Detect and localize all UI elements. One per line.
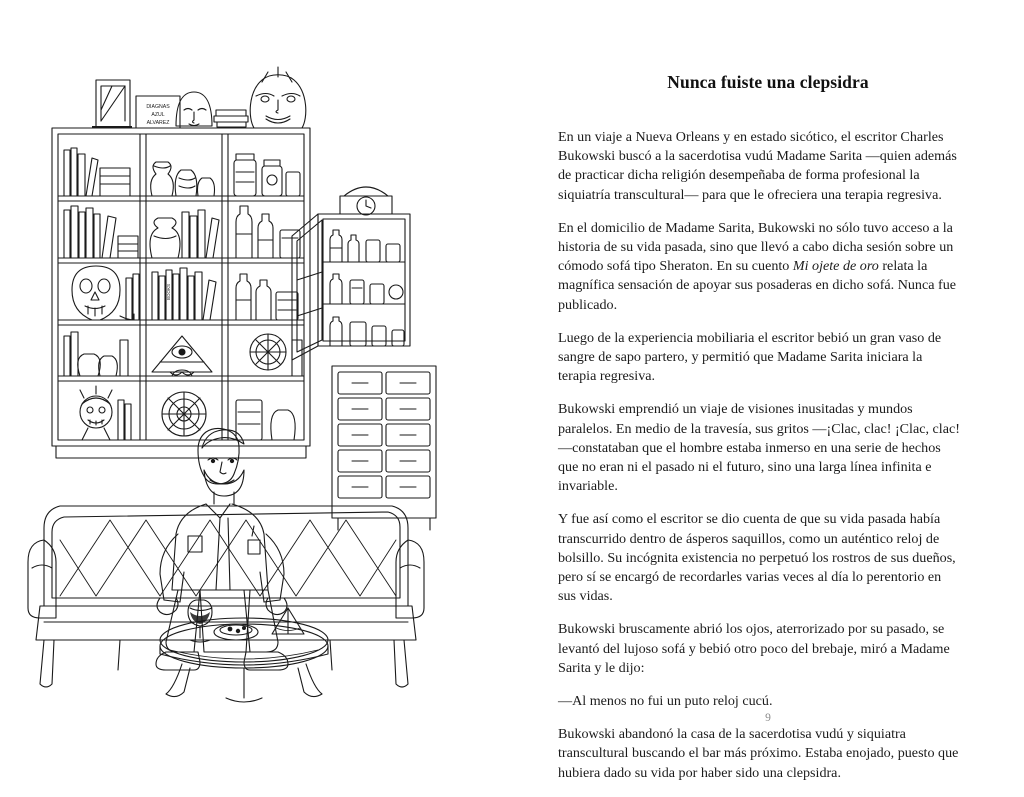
paragraph-7	[558, 692, 962, 711]
text-run: relata la magnífica sensación de apoyar sus posaderas en dicho sofá. Nunca fue publicado.	[558, 258, 957, 313]
text-run: Bukowski emprendió un viaje de visiones inusitadas y mundos paralelos. En medio de la travesía, sus gritos —¡Clac, clac! ¡Clac, clac! —constataban que el hombre estaba inmerso en una serie de hechos que no eran ni el pasado ni el futuro, sino una larga línea infinita e invariable.	[558, 401, 960, 495]
page-number: 9	[765, 712, 771, 724]
story-title-italic: Mi ojete de oro	[792, 258, 879, 275]
paragraph-6	[558, 620, 962, 678]
text-run: Bukowski bruscamente abrió los ojos, aterrorizado por su pasado, se levantó del lujoso sofá y bebió otro poco del brebaje, miró a Madame Sarita y le dijo:	[558, 621, 950, 676]
text-run: En un viaje a Nueva Orleans y en estado sicótico, el escritor Charles Bukowski buscó a la sacerdotisa vudú Madame Sarita —quien además de practicar dicha religión desempeñaba de forma profesional la siquiatría transcultural— para que le ofreciera una terapia regresiva.	[558, 129, 957, 203]
svg-text:ALVAREZ: ALVAREZ	[146, 120, 170, 126]
paragraph-1	[558, 128, 962, 205]
paragraph-2	[558, 219, 962, 315]
text-run: —Al menos no fui un puto reloj cucú.	[558, 693, 773, 710]
svg-text:DIAGNAS: DIAGNAS	[146, 104, 170, 110]
text-run: En el domicilio de Madame Sarita, Bukowski no sólo tuvo acceso a la historia de su vida pasada, sino que llevó a cabo dicha sesión sobre un cómodo sofá tipo Sheraton. En su cuento	[558, 219, 954, 275]
paragraph-4	[558, 400, 962, 496]
paragraph-5	[558, 510, 962, 606]
story-body	[558, 128, 962, 797]
left-page	[0, 0, 512, 768]
paragraph-3	[558, 329, 962, 387]
right-page	[512, 0, 1024, 781]
paragraph-8	[558, 725, 962, 783]
text-run: Luego de la experiencia mobiliaria el escritor bebió un gran vaso de sangre de sapo partero, y permitió que Madame Sarita iniciara la terapia regresiva.	[558, 329, 942, 385]
svg-text:AZUL: AZUL	[151, 112, 165, 118]
svg-text:BOOKS: BOOKS	[166, 283, 171, 300]
bukowski-bookshelf-sofa-illustration	[0, 0, 512, 768]
page-title: Nunca fuiste una clepsidra	[667, 72, 869, 92]
text-run: Y fue así como el escritor se dio cuenta de que su vida pasada había transcurrido dentro de ásperos saquillos, como un auténtico reloj de bolsillo. Su incógnita existencia no perpetuó los rostros de sus dueños, pero sí se encargó de recordarles varias veces al día lo perentorio en sus vidas.	[558, 511, 956, 605]
text-run: Bukowski abandonó la casa de la sacerdotisa vudú y siquiatra transcultural buscando el bar más próximo. Estaba enojado, puesto que hubiera dado su vida por haber sido una clepsidra.	[558, 726, 959, 781]
